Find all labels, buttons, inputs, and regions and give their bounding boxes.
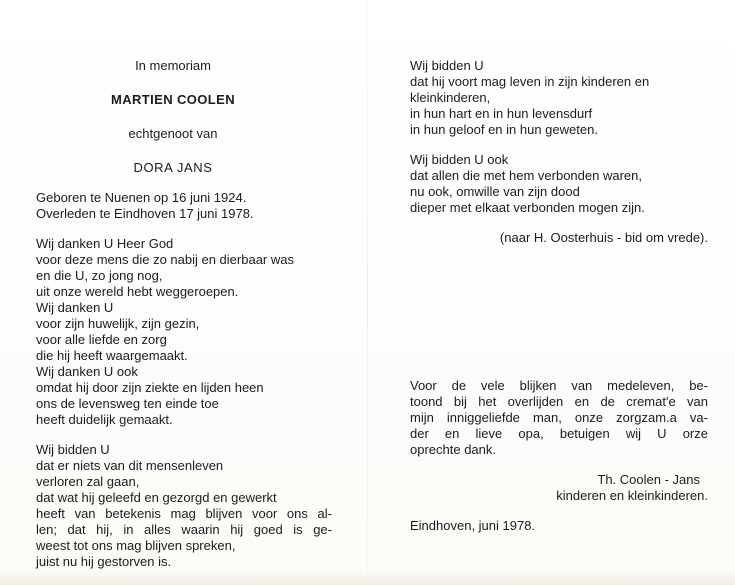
prayer-line: Wij danken U Heer God	[36, 236, 174, 251]
thanks-line: oprechte dank.	[410, 442, 497, 457]
prayer-line: kleinkinderen,	[410, 90, 491, 105]
prayer-line: voor deze mens die zo nabij en dierbaar was	[36, 252, 294, 267]
thanks-line: mijn inniggeliefde man, onze zorgzam.a va-	[410, 410, 708, 425]
card-fold	[367, 0, 368, 585]
prayer-line: Wij bidden U ook	[410, 152, 509, 167]
prayer-line: Wij bidden U	[410, 58, 484, 73]
prayer-line: heeft duidelijk gemaakt.	[36, 412, 173, 427]
prayer-line: in hun geloof en in hun geweten.	[410, 122, 598, 137]
prayer-line: Wij danken U ook	[36, 364, 138, 379]
card-bottom-edge	[0, 571, 735, 585]
thanks-block	[410, 378, 708, 458]
prayer-line: die hij heeft waargemaakt.	[36, 348, 188, 363]
prayer-line: omdat hij door zijn ziekte en lijden heen	[36, 380, 264, 395]
prayer-line: Wij bidden U	[36, 442, 110, 457]
thanks-line: Voor de vele blijken van medeleven, be-	[410, 378, 708, 393]
prayer-line: en die U, zo jong nog,	[36, 268, 163, 283]
prayer-line: heeft van betekenis mag blijven voor ons al-	[36, 506, 332, 521]
prayer-line: voor zijn huwelijk, zijn gezin,	[36, 316, 200, 331]
prayer-line: dat er niets van dit mensenleven	[36, 458, 224, 473]
prayer-line: uit onze wereld hebt weggeroepen.	[36, 284, 239, 299]
prayer-line: dat allen die met hem verbonden waren,	[410, 168, 642, 183]
signature-family: kinderen en kleinkinderen.	[556, 488, 708, 503]
header-block	[42, 58, 304, 176]
prayer-line: in hun hart en in hun levensdurf	[410, 106, 593, 121]
prayer-line: dat wat hij geleefd en gezorgd en gewerkt	[36, 490, 277, 505]
prayer-line: verloren zal gaan,	[36, 474, 140, 489]
signature-block	[410, 472, 708, 504]
birth-line: Geboren te Nuenen op 16 juni 1924.	[36, 190, 247, 205]
death-line: Overleden te Eindhoven 17 juni 1978.	[36, 206, 254, 221]
attribution: (naar H. Oosterhuis - bid om vrede).	[499, 230, 708, 245]
spouse-relation: echtgenoot van	[128, 126, 218, 141]
spouse-name: DORA JANS	[133, 160, 213, 175]
left-column	[36, 58, 332, 570]
prayer-request	[36, 442, 332, 570]
prayer-line: len; dat hij, in alles waarin hij goed is ge-	[36, 522, 332, 537]
prayer-line: juist nu hij gestorven is.	[36, 554, 172, 569]
in-memoriam: In memoriam	[135, 58, 211, 73]
prayer-line: dieper met elkaat verbonden mogen zijn.	[410, 200, 645, 215]
prayer-also	[410, 152, 708, 216]
prayer-line: weest tot ons mag blijven spreken,	[36, 538, 236, 553]
prayer-continue	[410, 58, 708, 138]
prayer-line: voor alle liefde en zorg	[36, 332, 167, 347]
prayer-line: nu ook, omwille van zijn dood	[410, 184, 580, 199]
prayer-line: dat hij voort mag leven in zijn kinderen en	[410, 74, 650, 89]
thanks-line: der en lieve opa, betuigen wij U orze	[410, 426, 708, 441]
dates-block	[36, 190, 332, 222]
thanks-line: toond bij het overlijden en de cremat'e van	[410, 394, 708, 409]
prayer-thanks	[36, 236, 332, 428]
prayer-line: ons de levensweg ten einde toe	[36, 396, 219, 411]
prayer-line: Wij danken U	[36, 300, 114, 315]
right-column	[410, 58, 708, 534]
deceased-name: MARTIEN COOLEN	[110, 92, 236, 107]
signature-name: Th. Coolen - Jans	[597, 472, 700, 487]
place-date: Eindhoven, juni 1978.	[410, 518, 536, 533]
